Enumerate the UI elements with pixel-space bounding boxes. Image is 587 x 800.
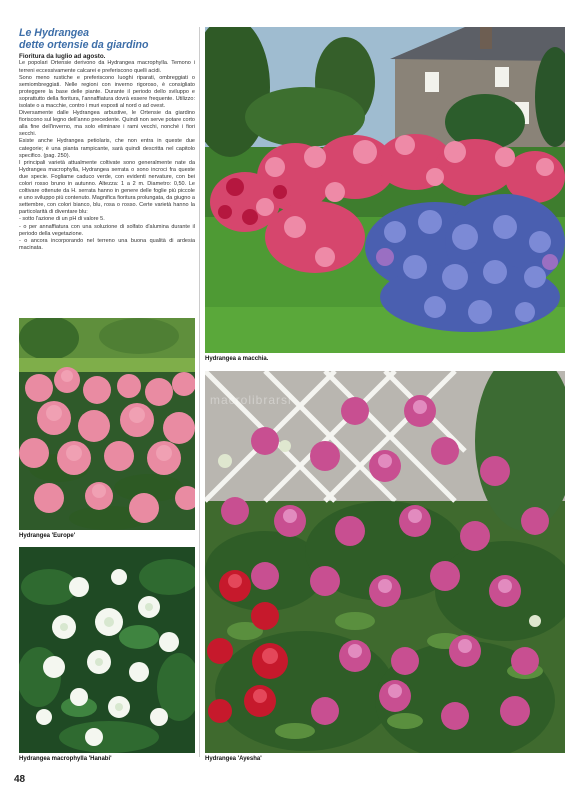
column-divider — [199, 27, 200, 757]
photo-hydrangea-hanabi — [19, 547, 195, 753]
paragraph: Le popolari Ortensie derivono da Hydrangea macrophylla. Temono i terreni eccessivamente calcarei e preferiscono quelli acidi. — [19, 60, 195, 74]
page-number: 48 — [14, 774, 26, 785]
article-title-line1: Le Hydrangea — [19, 27, 90, 39]
article-text — [19, 27, 195, 313]
caption-hanabi: Hydrangea macrophylla 'Hanabi' — [19, 756, 112, 762]
photo-hydrangea-macchia — [205, 27, 565, 353]
paragraph: I principali varietà attualmente coltivate sono generalmente nate da Hydrangea macrophylla, Hydrangea serrata o sono incroci fra queste due specie. Fogliame caduco verde, con evidenti nervature, con bei colori rosso bruno in autunno. Altezza: 1 a 2 m. Diametro: 0,50. Le coltivare ottenute da H. serrata hanno in genere delle foglie più piccole e uno sviluppo più contenuto. Magnifica fioritura prolungata, da giugno a settembre, con colori bianco, blu, rosa o rosso. Certe varietà hanno la particolarità di diventare blu: — [19, 159, 195, 216]
paragraph: Sono meno rustiche e preferiscono luoghi riparati, ombreggiati o semiombreggiati. Nelle regioni con inverno rigoroso, è consigliato proteggere la base delle piante. Durante il periodo dello sviluppo e soprattutto della fioritura, l'annaffiatura dovrà essere frequente. Utilizzo: isolate o a macchie, contro i muri esposti al nord o ad ovest. — [19, 74, 195, 109]
paragraph: - o ancora incorporando nel terreno una buona qualità di ardesia macinata. — [19, 237, 195, 251]
watermark: macrolibrarsi — [210, 393, 292, 407]
paragraph: Diversamente dalle Hydrangea arbustive, le Ortensie da giardino fioriscono sul legno dell'anno precedente. Quindi non serve potare corto alla fine dell'inverno, ma solo eliminare i rami vecchi, nonché i fiori secchi. — [19, 110, 195, 138]
article-subhead: Fioritura da luglio ad agosto. — [19, 53, 106, 60]
caption-europe: Hydrangea 'Europe' — [19, 533, 76, 539]
caption-macchia: Hydrangea a macchia. — [205, 356, 269, 362]
paragraph: - o per annaffiatura con una soluzione di solfato d'alumina durante il periodo della vegetazione. — [19, 223, 195, 237]
photo-hydrangea-europe — [19, 318, 195, 530]
article-title-line2: dette ortensie da giardino — [19, 39, 149, 51]
caption-ayesha: Hydrangea 'Ayesha' — [205, 756, 262, 762]
paragraph: - sotto l'azione di un pH di valore 5. — [19, 216, 105, 223]
photo-hydrangea-ayesha — [205, 371, 565, 753]
paragraph: Esiste anche Hydrangea petiolaris, che non entra in queste due categorie; è una pianta rampicante, sarà quindi descritta nel capitolo specifico. (pag. 250). — [19, 138, 195, 159]
